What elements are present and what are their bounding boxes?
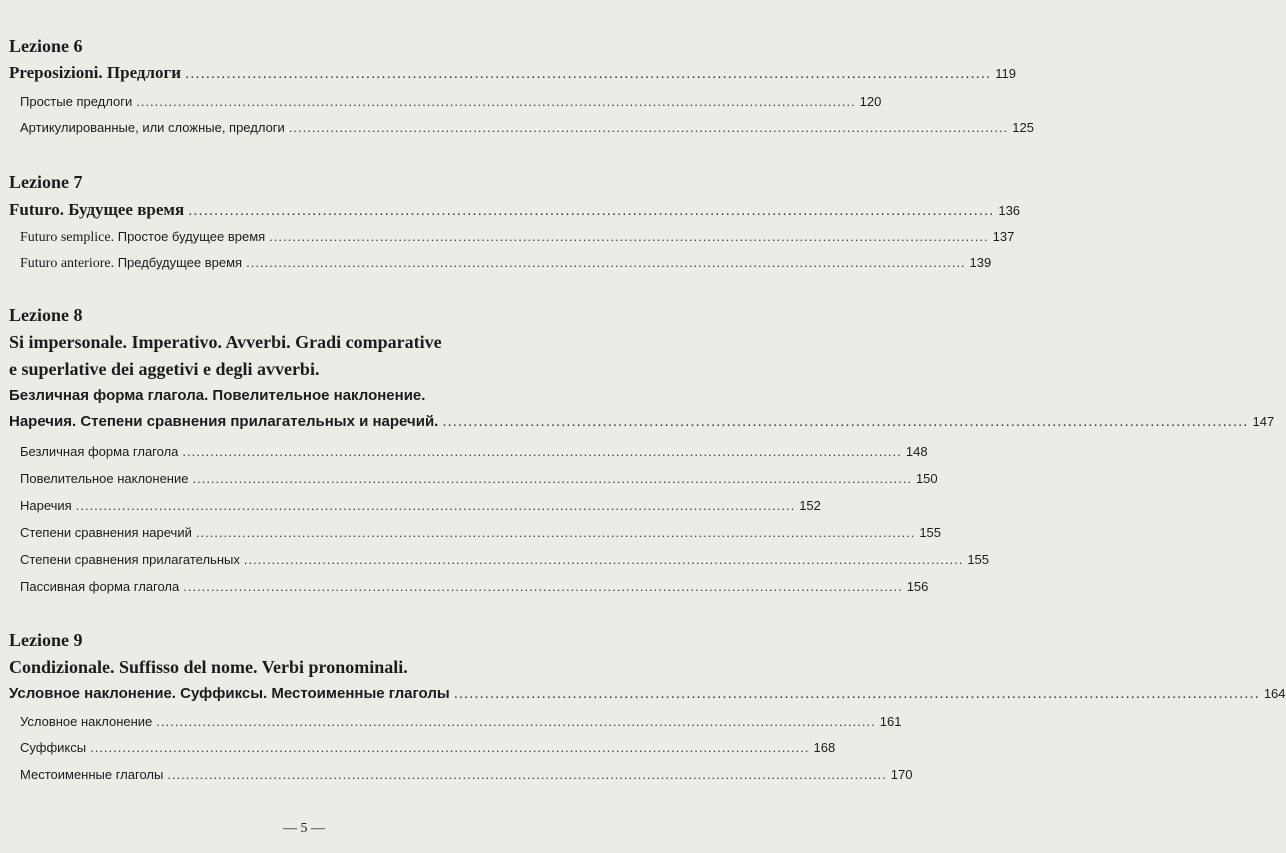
- page-number: 137: [992, 229, 1015, 244]
- leader-dots: ............................................................................................................................................................: [243, 552, 964, 567]
- entry-label: Условное наклонение. Суффиксы. Местоименные глаголы: [9, 685, 450, 702]
- toc-entry[interactable]: [20, 552, 990, 567]
- page-number: 150: [915, 471, 938, 486]
- page-number: 139: [969, 255, 992, 270]
- entry-label: Безличная форма глагола: [20, 444, 179, 459]
- entry-label: Пассивная форма глагола: [20, 579, 180, 594]
- page-number: 155: [967, 552, 990, 567]
- leader-dots: ............................................................................................................................................................: [192, 471, 912, 486]
- leader-dots: ............................................................................................................................................................: [182, 444, 902, 459]
- toc-entry[interactable]: [20, 255, 992, 272]
- page-footer: — 5 —: [283, 821, 325, 836]
- leader-dots: ............................................................................................................................................................: [188, 202, 995, 219]
- page-number: 155: [919, 525, 942, 540]
- page-number: 164: [1263, 686, 1286, 701]
- toc-entry-main[interactable]: [9, 200, 1021, 220]
- toc-entry[interactable]: [20, 444, 928, 459]
- leader-dots: ............................................................................................................................................................: [185, 65, 992, 82]
- leader-dots: ............................................................................................................................................................: [156, 714, 876, 729]
- page-number: 125: [1012, 120, 1034, 135]
- entry-label: Futuro. Будущее время: [9, 200, 185, 219]
- toc-entry[interactable]: [20, 498, 821, 513]
- toc-entry[interactable]: [20, 714, 902, 729]
- page-number: 152: [799, 498, 821, 513]
- page-number: 168: [813, 740, 836, 755]
- leader-dots: ............................................................................................................................................................: [136, 94, 856, 109]
- page-number: 147: [1252, 414, 1275, 429]
- page-number: 148: [905, 444, 928, 459]
- toc-entry-main[interactable]: [9, 413, 1275, 430]
- toc-entry-main[interactable]: [9, 63, 1016, 83]
- italian-title-line: Si impersonale. Imperativo. Avverbi. Gradi comparative: [9, 332, 442, 352]
- lesson-heading: Lezione 6: [9, 36, 83, 56]
- toc-entry[interactable]: [20, 740, 836, 755]
- entry-label: Наречия: [20, 498, 72, 513]
- page-number: 161: [879, 714, 902, 729]
- lesson-heading: Lezione 8: [9, 305, 83, 325]
- page-number: 156: [906, 579, 929, 594]
- toc-entry[interactable]: [20, 471, 938, 486]
- page-number: 120: [859, 94, 882, 109]
- entry-label: Простые предлоги: [20, 94, 133, 109]
- leader-dots: ............................................................................................................................................................: [195, 525, 916, 540]
- toc-entry[interactable]: [20, 767, 913, 782]
- leader-dots: ............................................................................................................................................................: [90, 740, 810, 755]
- leader-dots: ............................................................................................................................................................: [288, 120, 1009, 135]
- lesson-heading: Lezione 9: [9, 630, 83, 650]
- entry-label: Условное наклонение: [20, 714, 153, 729]
- toc-entry[interactable]: [20, 525, 942, 540]
- leader-dots: ............................................................................................................................................................: [183, 579, 903, 594]
- toc-entry[interactable]: [20, 229, 1015, 246]
- leader-dots: ............................................................................................................................................................: [269, 229, 989, 244]
- entry-label: Степени сравнения наречий: [20, 525, 192, 540]
- toc-entry[interactable]: [20, 579, 929, 594]
- entry-label: Степени сравнения прилагательных: [20, 552, 240, 567]
- toc-entry-main[interactable]: [9, 685, 1286, 702]
- page-number: 170: [890, 767, 913, 782]
- page-number: 119: [995, 66, 1016, 81]
- entry-label: Повелительное наклонение: [20, 471, 189, 486]
- toc-entry[interactable]: [20, 94, 882, 109]
- entry-label: Суффиксы: [20, 740, 87, 755]
- leader-dots: ............................................................................................................................................................: [453, 685, 1260, 702]
- italian-title-line: e superlative dei aggetivi e degli avverbi.: [9, 359, 320, 379]
- leader-dots: ............................................................................................................................................................: [246, 255, 966, 270]
- leader-dots: ............................................................................................................................................................: [167, 767, 887, 782]
- entry-label: Местоименные глаголы: [20, 767, 164, 782]
- page-number: 136: [998, 203, 1021, 218]
- lesson-heading: Lezione 7: [9, 172, 83, 192]
- leader-dots: ............................................................................................................................................................: [75, 498, 796, 513]
- entry-label: Futuro anteriore. Предбудущее время: [20, 255, 243, 271]
- leader-dots: ............................................................................................................................................................: [442, 413, 1249, 430]
- entry-label: Preposizioni. Предлоги: [9, 63, 182, 82]
- italian-title-line: Condizionale. Suffisso del nome. Verbi pronominali.: [9, 657, 408, 677]
- entry-label: Артикулированные, или сложные, предлоги: [20, 120, 285, 135]
- entry-label: Futuro semplice. Простое будущее время: [20, 229, 266, 245]
- entry-label: Наречия. Степени сравнения прилагательных и наречий.: [9, 413, 439, 430]
- russian-title-line: Безличная форма глагола. Повелительное наклонение.: [9, 387, 426, 404]
- toc-entry[interactable]: [20, 120, 1034, 135]
